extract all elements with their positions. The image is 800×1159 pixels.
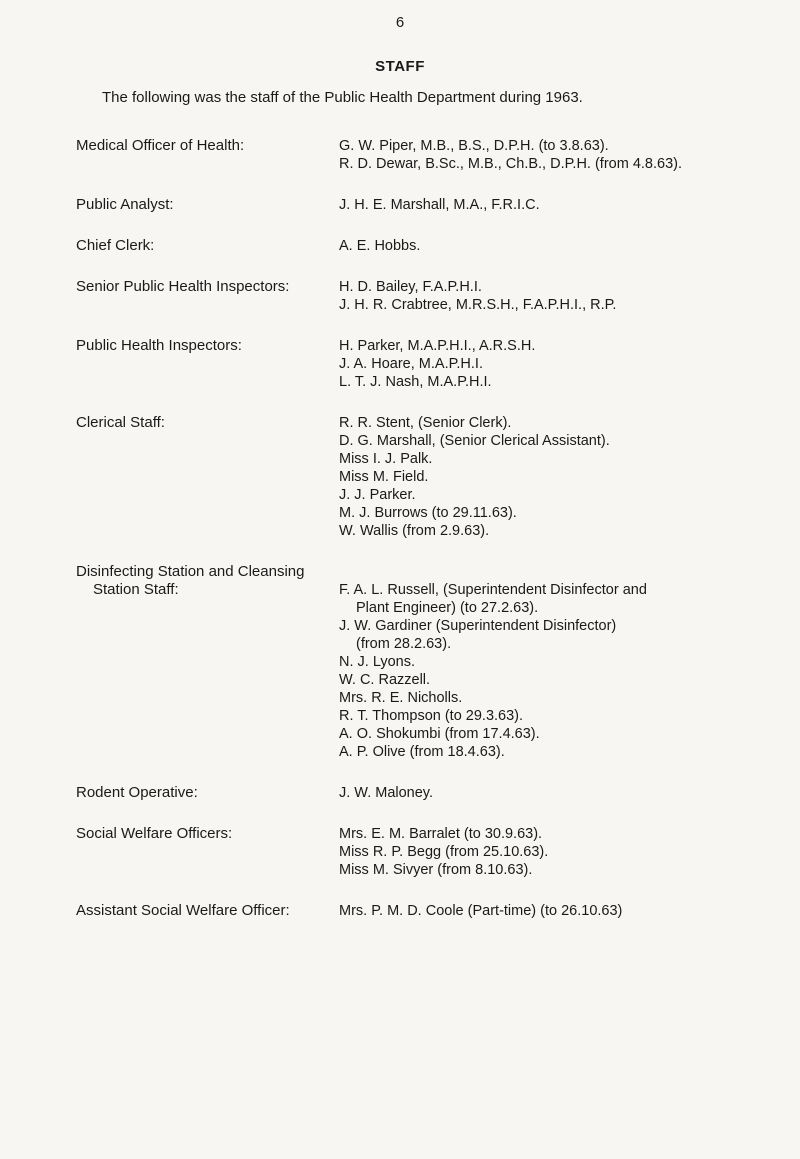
names-list bbox=[339, 337, 776, 391]
section-chief-clerk bbox=[76, 237, 776, 255]
staff-name: R. R. Stent, (Senior Clerk). bbox=[339, 415, 512, 431]
section-senior-inspectors bbox=[76, 278, 776, 314]
staff-name: J. H. E. Marshall, M.A., F.R.I.C. bbox=[339, 197, 540, 213]
staff-list bbox=[76, 137, 776, 943]
section-public-analyst bbox=[76, 196, 776, 214]
role-label: Clerical Staff: bbox=[76, 414, 165, 431]
staff-name: A. O. Shokumbi (from 17.4.63). bbox=[339, 726, 540, 742]
names-list bbox=[339, 784, 776, 802]
section-inspectors bbox=[76, 337, 776, 391]
staff-name: R. D. Dewar, B.Sc., M.B., Ch.B., D.P.H. (from 4.8.63). bbox=[339, 156, 682, 172]
role-label: Senior Public Health Inspectors: bbox=[76, 278, 290, 295]
names-list bbox=[339, 137, 776, 173]
staff-name: W. C. Razzell. bbox=[339, 672, 431, 688]
staff-name: M. J. Burrows (to 29.11.63). bbox=[339, 505, 517, 521]
role-label: Public Health Inspectors: bbox=[76, 337, 242, 354]
staff-name: W. Wallis (from 2.9.63). bbox=[339, 523, 490, 539]
intro-text: The following was the staff of the Public Health Department during 1963. bbox=[102, 89, 583, 106]
page-number: 6 bbox=[395, 14, 405, 31]
staff-name: Miss R. P. Begg (from 25.10.63). bbox=[339, 844, 549, 860]
staff-name-continued: (from 28.2.63). bbox=[356, 636, 452, 652]
staff-name: H. Parker, M.A.P.H.I., A.R.S.H. bbox=[339, 338, 536, 354]
staff-name: A. E. Hobbs. bbox=[339, 238, 421, 254]
names-list bbox=[339, 825, 776, 879]
staff-name: A. P. Olive (from 18.4.63). bbox=[339, 744, 505, 760]
section-rodent-operative bbox=[76, 784, 776, 802]
staff-name: J. H. R. Crabtree, M.R.S.H., F.A.P.H.I., R.P. bbox=[339, 297, 617, 313]
page-title: STAFF bbox=[375, 58, 425, 75]
staff-name: H. D. Bailey, F.A.P.H.I. bbox=[339, 279, 482, 295]
staff-name: J. J. Parker. bbox=[339, 487, 416, 503]
staff-name: J. W. Gardiner (Superintendent Disinfector) bbox=[339, 618, 617, 634]
role-label: Public Analyst: bbox=[76, 196, 174, 213]
staff-name: L. T. J. Nash, M.A.P.H.I. bbox=[339, 374, 492, 390]
staff-name: Miss I. J. Palk. bbox=[339, 451, 433, 467]
staff-name: R. T. Thompson (to 29.3.63). bbox=[339, 708, 524, 724]
role-label-line1: Disinfecting Station and Cleansing bbox=[76, 563, 305, 580]
names-list bbox=[339, 237, 776, 255]
role-label: Social Welfare Officers: bbox=[76, 825, 233, 842]
names-list bbox=[339, 414, 776, 540]
staff-name: Mrs. P. M. D. Coole (Part-time) (to 26.10.63) bbox=[339, 903, 623, 919]
section-disinfecting-station bbox=[76, 563, 776, 761]
staff-name: G. W. Piper, M.B., B.S., D.P.H. (to 3.8.63). bbox=[339, 138, 609, 154]
role-label: Chief Clerk: bbox=[76, 237, 155, 254]
section-medical-officer bbox=[76, 137, 776, 173]
staff-name: Miss M. Field. bbox=[339, 469, 429, 485]
names-list bbox=[339, 902, 776, 920]
staff-name: J. W. Maloney. bbox=[339, 785, 434, 801]
section-assistant-social-welfare bbox=[76, 902, 776, 920]
staff-name: Mrs. E. M. Barralet (to 30.9.63). bbox=[339, 826, 543, 842]
names-list bbox=[339, 278, 776, 314]
staff-name: J. A. Hoare, M.A.P.H.I. bbox=[339, 356, 483, 372]
staff-name: Miss M. Sivyer (from 8.10.63). bbox=[339, 862, 533, 878]
staff-name: D. G. Marshall, (Senior Clerical Assistant). bbox=[339, 433, 610, 449]
staff-name-continued: Plant Engineer) (to 27.2.63). bbox=[356, 600, 539, 616]
staff-name: Mrs. R. E. Nicholls. bbox=[339, 690, 463, 706]
section-social-welfare-officers bbox=[76, 825, 776, 879]
role-label bbox=[76, 563, 339, 761]
role-label-line2: Station Staff: bbox=[93, 581, 179, 598]
names-list bbox=[339, 563, 776, 761]
role-label: Assistant Social Welfare Officer: bbox=[76, 902, 290, 919]
names-list bbox=[339, 196, 776, 214]
role-label: Medical Officer of Health: bbox=[76, 137, 245, 154]
staff-name: N. J. Lyons. bbox=[339, 654, 416, 670]
staff-name: F. A. L. Russell, (Superintendent Disinfector and bbox=[339, 582, 647, 598]
role-label: Rodent Operative: bbox=[76, 784, 198, 801]
section-clerical-staff bbox=[76, 414, 776, 540]
